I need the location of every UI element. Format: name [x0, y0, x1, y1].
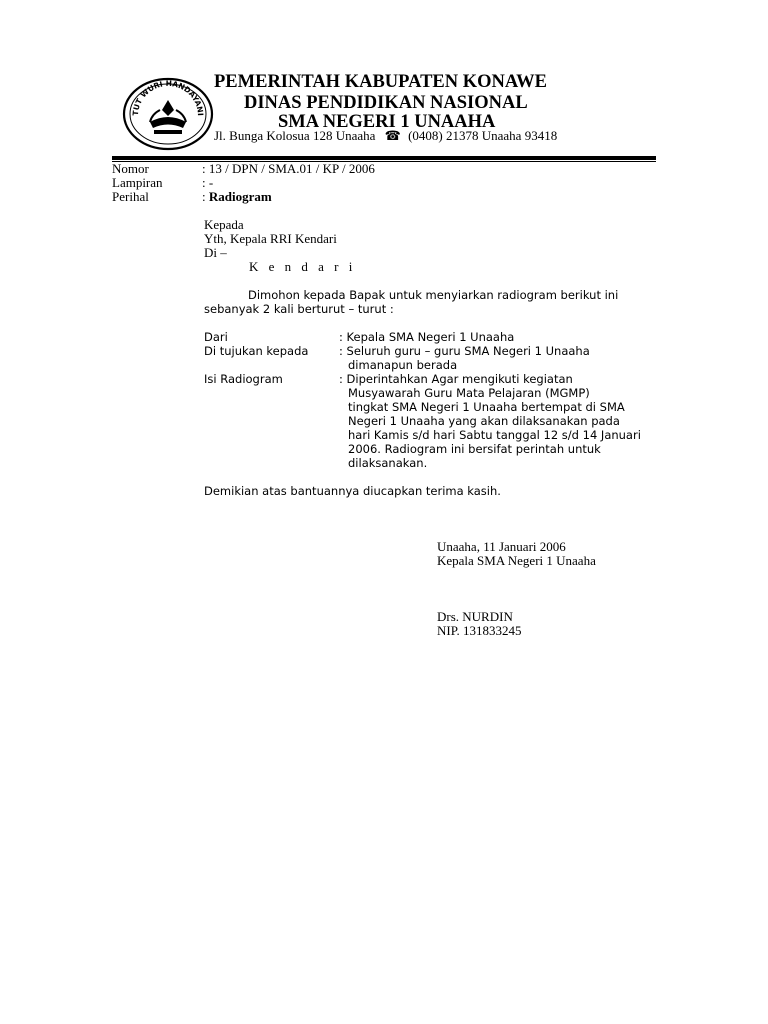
isi-line: Musyawarah Guru Mata Pelajaran (MGMP)	[348, 386, 590, 400]
signature-block	[437, 540, 596, 568]
isi-line: : Diperintahkan Agar mengikuti kegiatan	[339, 372, 573, 386]
dari-value: : Kepala SMA Negeri 1 Unaaha	[339, 330, 515, 344]
letterhead-government: PEMERINTAH KABUPATEN KONAWE	[214, 72, 548, 92]
perihal-value-wrap	[202, 190, 272, 204]
radiogram-details	[204, 330, 664, 470]
recipient-kepada: Kepada	[204, 217, 244, 232]
letterhead-school-name: SMA NEGERI 1 UNAAHA	[278, 112, 496, 132]
lampiran-value: : -	[202, 175, 214, 190]
tujuan-value-line1: : Seluruh guru – guru SMA Negeri 1 Unaaha	[339, 344, 590, 358]
school-emblem-logo	[120, 72, 216, 152]
nomor-value: : 13 / DPN / SMA.01 / KP / 2006	[202, 161, 375, 176]
intro-paragraph	[204, 288, 654, 316]
signatory-nip: NIP. 131833245	[437, 623, 522, 638]
signature-place-date: Unaaha, 11 Januari 2006	[437, 539, 566, 554]
recipient-block	[204, 218, 356, 274]
perihal-colon: :	[202, 189, 209, 204]
phone-text: (0408) 21378 Unaaha 93418	[408, 128, 558, 143]
letterhead-address-line	[214, 128, 557, 144]
letterhead-rule-thick	[112, 156, 656, 160]
detail-row-isi	[204, 372, 664, 470]
address-text: Jl. Bunga Kolosua 128 Unaaha	[214, 128, 376, 143]
recipient-name: Yth, Kepala RRI Kendari	[204, 231, 337, 246]
perihal-label: Perihal	[112, 189, 149, 204]
tujuan-value	[339, 344, 664, 372]
closing-sentence: Demikian atas bantuannya diucapkan terima kasih.	[204, 484, 501, 498]
isi-value	[339, 372, 664, 470]
letterhead-department: DINAS PENDIDIKAN NASIONAL	[244, 93, 528, 113]
signatory-name: Drs. NURDIN	[437, 609, 513, 624]
lampiran-label: Lampiran	[112, 175, 163, 190]
intro-text: Dimohon kepada Bapak untuk menyiarkan radiogram berikut ini sebanyak 2 kali berturut – turut :	[204, 288, 619, 316]
signatory-block	[437, 610, 522, 638]
telephone-icon: ☎	[384, 128, 401, 143]
logo-motto-text: TUT WURI HANDAYANI	[130, 78, 206, 117]
recipient-city: K e n d a r i	[249, 259, 356, 274]
detail-row-tujuan	[204, 344, 664, 372]
isi-line: Negeri 1 Unaaha yang akan dilaksanakan pada	[348, 414, 620, 428]
detail-row-dari	[204, 330, 664, 344]
tujuan-value-line2: dimanapun berada	[348, 358, 458, 372]
signature-position: Kepala SMA Negeri 1 Unaaha	[437, 553, 596, 568]
isi-line: dilaksanakan.	[348, 456, 428, 470]
perihal-value: Radiogram	[208, 189, 272, 204]
recipient-di: Di –	[204, 245, 227, 260]
isi-line: tingkat SMA Negeri 1 Unaaha bertempat di SMA	[348, 400, 625, 414]
tujuan-label: Di tujukan kepada	[204, 344, 309, 358]
letterhead-rule-thin	[112, 161, 656, 162]
dari-label: Dari	[204, 330, 228, 344]
isi-line: hari Kamis s/d hari Sabtu tanggal 12 s/d 14 Januari	[348, 428, 641, 442]
nomor-label: Nomor	[112, 161, 149, 176]
isi-label: Isi Radiogram	[204, 372, 283, 386]
isi-line: 2006. Radiogram ini bersifat perintah untuk	[348, 442, 601, 456]
